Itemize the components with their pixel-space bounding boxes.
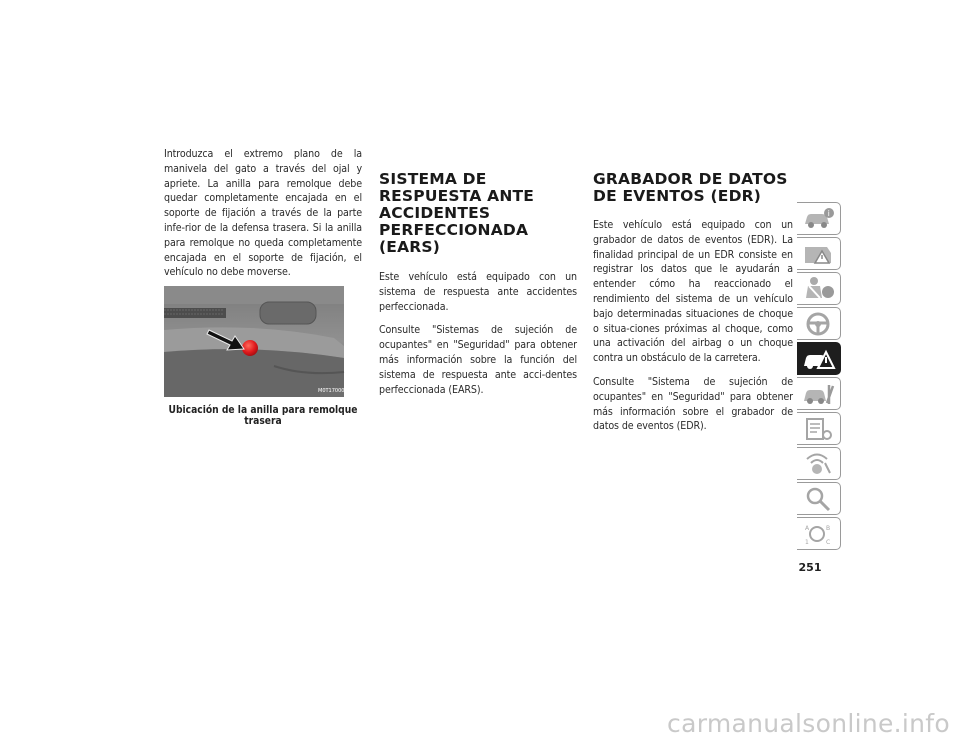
edr-paragraph-1: Este vehículo está equipado con un grabador de datos de eventos (EDR). La finalidad principal de un EDR consiste en registrar los datos que le ayudarán a entender cómo ha reaccionado el rendimiento del sistema de un vehículo bajo determinadas situaciones de choque o situa-ciones próximas al choque, como una activación del airbag o un choque contra un obstáculo de la carretera. xyxy=(593,219,793,365)
tab-in-case-of-emergency[interactable] xyxy=(797,342,841,375)
steering-wheel-icon xyxy=(802,311,836,337)
tab-index[interactable] xyxy=(797,517,841,550)
left-column xyxy=(164,0,362,280)
tab-starting-operating[interactable] xyxy=(797,307,841,340)
ears-heading: SISTEMA DE RESPUESTA ANTE ACCIDENTES PERFECCIONADA (EARS) xyxy=(379,170,535,256)
edr-section xyxy=(593,0,793,434)
svg-text:B: B xyxy=(826,525,831,532)
svg-text:1: 1 xyxy=(805,539,809,546)
tab-multimedia[interactable] xyxy=(797,447,841,480)
ears-section xyxy=(379,0,577,397)
svg-text:C: C xyxy=(826,539,831,546)
figure-caption: Ubicación de la anilla para remolque trasera xyxy=(168,405,358,427)
edr-heading: GRABADOR DE DATOS DE EVENTOS (EDR) xyxy=(593,170,788,205)
tow-hook-figure xyxy=(164,286,361,397)
multimedia-icon xyxy=(802,451,836,477)
car-info-icon xyxy=(802,206,836,232)
dashboard-warning-icon xyxy=(802,241,836,267)
rear-bumper-illustration xyxy=(164,286,344,397)
tab-customer-assistance[interactable] xyxy=(797,482,841,515)
tab-instrument-panel[interactable] xyxy=(797,237,841,270)
svg-text:A: A xyxy=(805,525,810,532)
edr-paragraph-2: Consulte "Sistema de sujeción de ocupantes" en "Seguridad" para obtener más información sobre el grabador de datos de eventos (EDR). xyxy=(593,375,793,433)
search-magnifier-icon xyxy=(802,486,836,512)
tab-getting-to-know-vehicle[interactable] xyxy=(797,202,841,235)
tab-safety[interactable] xyxy=(797,272,841,305)
tow-hook-marker xyxy=(242,340,258,356)
figure-code: M0T17000009US xyxy=(318,388,361,394)
page-number: 251 xyxy=(798,561,822,574)
ears-paragraph-1: Este vehículo está equipado con un sistema de respuesta ante accidentes perfeccionada. xyxy=(379,271,577,313)
svg-text:i: i xyxy=(827,209,830,218)
specifications-list-icon xyxy=(802,416,836,442)
car-service-tools-icon xyxy=(802,381,836,407)
watermark: carmanualsonline.info xyxy=(667,709,950,738)
tab-technical-specifications[interactable] xyxy=(797,412,841,445)
jack-handle-instructions: Introduzca el extremo plano de la manivela del gato a través del ojal y apriete. La anilla para remolque debe quedar completamente encajada en el soporte de fijación a través de la parte infe-rior de la defensa trasera. Si la anilla para remolque no queda completamente encajada en el soporte de fijación, el vehículo no debe moverse. xyxy=(164,148,362,279)
emergency-car-icon xyxy=(802,346,836,372)
seatbelt-safety-icon xyxy=(802,276,836,302)
language-index-icon xyxy=(802,521,836,547)
ears-paragraph-2: Consulte "Sistemas de sujeción de ocupantes" en "Seguridad" para obtener más información sobre la función del sistema de respuesta ante acci-dentes perfeccionada (EARS). xyxy=(379,324,577,396)
tab-servicing-maintenance[interactable] xyxy=(797,377,841,410)
